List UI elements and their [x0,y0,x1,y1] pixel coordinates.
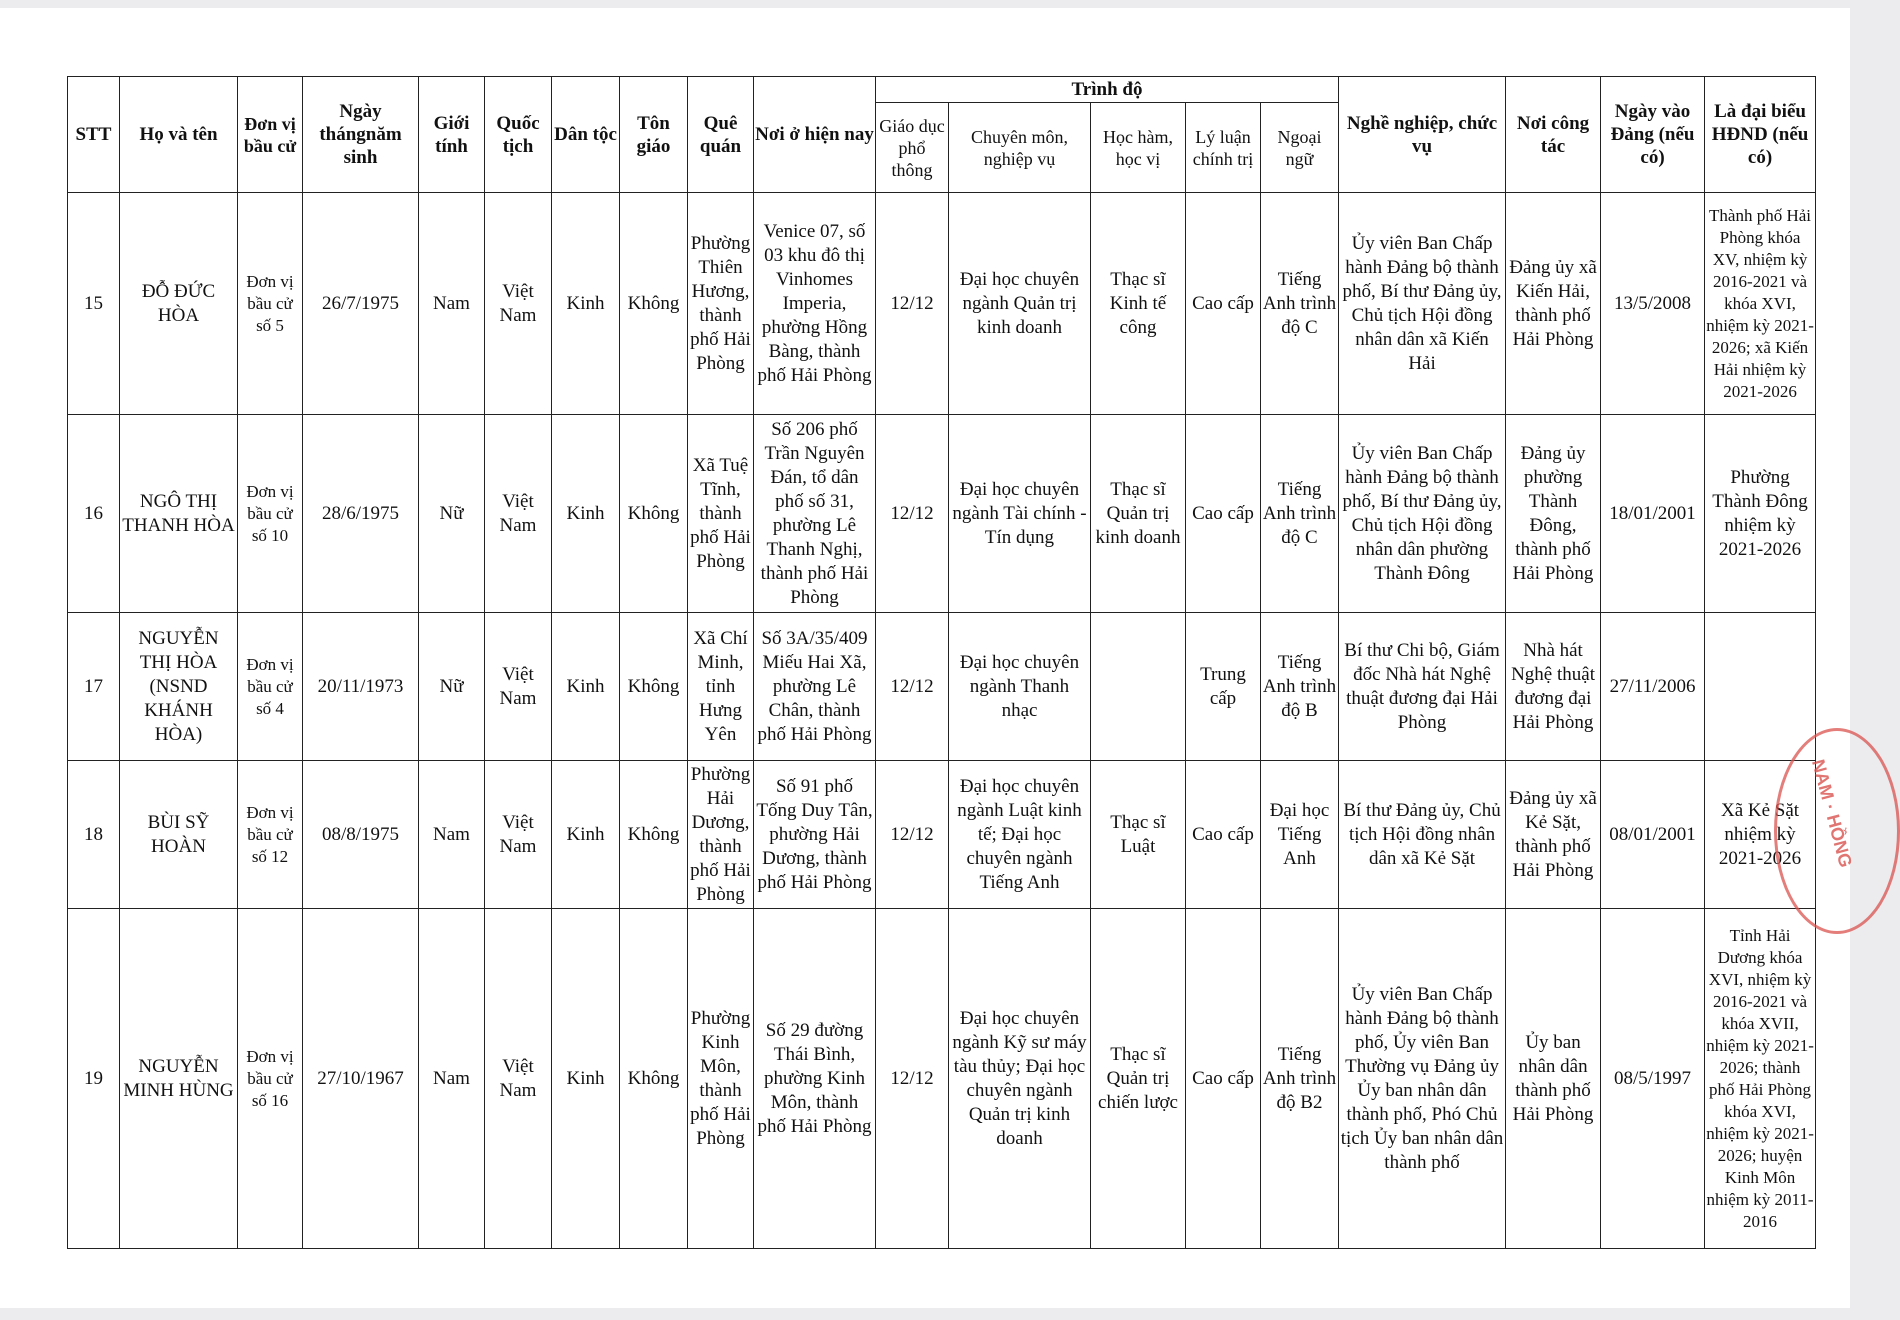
cell-stt: 16 [68,415,120,613]
candidate-table [67,76,1816,1249]
col-group-qualification: Trình độ [876,77,1339,103]
cell-general-edu: 12/12 [876,613,949,761]
cell-party-date: 08/5/1997 [1601,909,1705,1249]
col-general-edu: Giáo dục phổ thông [876,103,949,193]
col-political: Lý luận chính trị [1186,103,1261,193]
cell-political: Trung cấp [1186,613,1261,761]
cell-position: Bí thư Chi bộ, Giám đốc Nhà hát Nghệ thuật đương đại Hải Phòng [1339,613,1506,761]
cell-residence: Số 206 phố Trần Nguyên Đán, tổ dân phố số 31, phường Lê Thanh Nghị, thành phố Hải Phòng [754,415,876,613]
cell-dob: 26/7/1975 [303,193,419,415]
cell-degree: Thạc sĩ Luật [1091,761,1186,909]
cell-general-edu: 12/12 [876,415,949,613]
cell-language: Tiếng Anh trình độ B [1261,613,1339,761]
cell-dob: 27/10/1967 [303,909,419,1249]
cell-gender: Nữ [419,613,485,761]
cell-name: NGUYỄN MINH HÙNG [120,909,238,1249]
cell-political: Cao cấp [1186,415,1261,613]
cell-party-date: 27/11/2006 [1601,613,1705,761]
cell-ethnicity: Kinh [552,761,620,909]
cell-unit: Đơn vị bầu cử số 16 [238,909,303,1249]
cell-council [1705,613,1816,761]
cell-dob: 20/11/1973 [303,613,419,761]
cell-stt: 18 [68,761,120,909]
cell-nationality: Việt Nam [485,193,552,415]
cell-position: Bí thư Đảng ủy, Chủ tịch Hội đồng nhân dân xã Kẻ Sặt [1339,761,1506,909]
cell-gender: Nam [419,193,485,415]
col-gender: Giới tính [419,77,485,193]
col-specialty: Chuyên môn, nghiệp vụ [949,103,1091,193]
cell-hometown: Xã Chí Minh, tỉnh Hưng Yên [688,613,754,761]
cell-party-date: 13/5/2008 [1601,193,1705,415]
cell-ethnicity: Kinh [552,909,620,1249]
cell-hometown: Phường Thiên Hương, thành phố Hải Phòng [688,193,754,415]
cell-workplace: Đảng ủy xã Kẻ Sặt, thành phố Hải Phòng [1506,761,1601,909]
col-stt: STT [68,77,120,193]
header-row-1 [68,77,1816,103]
cell-party-date: 18/01/2001 [1601,415,1705,613]
cell-name: NGÔ THỊ THANH HÒA [120,415,238,613]
cell-unit: Đơn vị bầu cử số 5 [238,193,303,415]
cell-unit: Đơn vị bầu cử số 12 [238,761,303,909]
cell-language: Đại học Tiếng Anh [1261,761,1339,909]
cell-specialty: Đại học chuyên ngành Quản trị kinh doanh [949,193,1091,415]
col-dob: Ngày thángnăm sinh [303,77,419,193]
cell-residence: Số 91 phố Tống Duy Tân, phường Hải Dương, thành phố Hải Phòng [754,761,876,909]
cell-name: NGUYỄN THỊ HÒA (NSND KHÁNH HÒA) [120,613,238,761]
cell-residence: Số 29 đường Thái Bình, phường Kinh Môn, thành phố Hải Phòng [754,909,876,1249]
cell-name: ĐỖ ĐỨC HÒA [120,193,238,415]
table-row [68,761,1816,909]
official-seal-text: NAM · HỒNG [1807,757,1857,870]
cell-gender: Nữ [419,415,485,613]
cell-workplace: Đảng ủy xã Kiến Hải, thành phố Hải Phòng [1506,193,1601,415]
col-residence: Nơi ở hiện nay [754,77,876,193]
cell-religion: Không [620,761,688,909]
col-name: Họ và tên [120,77,238,193]
col-ethnicity: Dân tộc [552,77,620,193]
col-language: Ngoại ngữ [1261,103,1339,193]
cell-dob: 28/6/1975 [303,415,419,613]
cell-council: Phường Thành Đông nhiệm kỳ 2021-2026 [1705,415,1816,613]
cell-language: Tiếng Anh trình độ B2 [1261,909,1339,1249]
cell-degree: Thạc sĩ Quản trị chiến lược [1091,909,1186,1249]
cell-stt: 15 [68,193,120,415]
cell-stt: 17 [68,613,120,761]
cell-party-date: 08/01/2001 [1601,761,1705,909]
cell-general-edu: 12/12 [876,909,949,1249]
col-unit: Đơn vị bầu cử [238,77,303,193]
col-nationality: Quốc tịch [485,77,552,193]
cell-gender: Nam [419,761,485,909]
cell-nationality: Việt Nam [485,909,552,1249]
cell-religion: Không [620,415,688,613]
cell-religion: Không [620,193,688,415]
cell-specialty: Đại học chuyên ngành Thanh nhạc [949,613,1091,761]
cell-religion: Không [620,909,688,1249]
col-position: Nghề nghiệp, chức vụ [1339,77,1506,193]
cell-workplace: Ủy ban nhân dân thành phố Hải Phòng [1506,909,1601,1249]
cell-residence: Số 3A/35/409 Miếu Hai Xã, phường Lê Chân, thành phố Hải Phòng [754,613,876,761]
cell-degree [1091,613,1186,761]
document-page [0,8,1857,1308]
cell-council: Xã Kẻ Sặt nhiệm kỳ 2021-2026 [1705,761,1816,909]
cell-nationality: Việt Nam [485,613,552,761]
table-row [68,613,1816,761]
cell-political: Cao cấp [1186,761,1261,909]
cell-residence: Venice 07, số 03 khu đô thị Vinhomes Imperia, phường Hồng Bàng, thành phố Hải Phòng [754,193,876,415]
cell-hometown: Phường Hải Dương, thành phố Hải Phòng [688,761,754,909]
col-workplace: Nơi công tác [1506,77,1601,193]
cell-unit: Đơn vị bầu cử số 10 [238,415,303,613]
cell-nationality: Việt Nam [485,415,552,613]
cell-degree: Thạc sĩ Kinh tế công [1091,193,1186,415]
cell-workplace: Đảng ủy phường Thành Đông, thành phố Hải Phòng [1506,415,1601,613]
col-party-date: Ngày vào Đảng (nếu có) [1601,77,1705,193]
cell-religion: Không [620,613,688,761]
cell-position: Ủy viên Ban Chấp hành Đảng bộ thành phố, Ủy viên Ban Thường vụ Đảng ủy Ủy ban nhân dân thành phố, Phó Chủ tịch Ủy ban nhân dân thành phố [1339,909,1506,1249]
col-degree: Học hàm, học vị [1091,103,1186,193]
cell-council: Thành phố Hải Phòng khóa XV, nhiệm kỳ 2016-2021 và khóa XVI, nhiệm kỳ 2021-2026; xã Kiến Hải nhiệm kỳ 2021-2026 [1705,193,1816,415]
table-row [68,909,1816,1249]
cell-political: Cao cấp [1186,909,1261,1249]
cell-dob: 08/8/1975 [303,761,419,909]
cell-nationality: Việt Nam [485,761,552,909]
cell-political: Cao cấp [1186,193,1261,415]
col-hometown: Quê quán [688,77,754,193]
cell-language: Tiếng Anh trình độ C [1261,415,1339,613]
cell-stt: 19 [68,909,120,1249]
cell-ethnicity: Kinh [552,415,620,613]
cell-name: BÙI SỸ HOÀN [120,761,238,909]
cell-position: Ủy viên Ban Chấp hành Đảng bộ thành phố, Bí thư Đảng ủy, Chủ tịch Hội đồng nhân dân phường Thành Đông [1339,415,1506,613]
cell-degree: Thạc sĩ Quản trị kinh doanh [1091,415,1186,613]
col-council: Là đại biểu HĐND (nếu có) [1705,77,1816,193]
cell-hometown: Phường Kinh Môn, thành phố Hải Phòng [688,909,754,1249]
cell-specialty: Đại học chuyên ngành Kỹ sư máy tàu thủy; Đại học chuyên ngành Quản trị kinh doanh [949,909,1091,1249]
cell-specialty: Đại học chuyên ngành Tài chính - Tín dụng [949,415,1091,613]
col-religion: Tôn giáo [620,77,688,193]
cell-general-edu: 12/12 [876,193,949,415]
table-row [68,193,1816,415]
cell-unit: Đơn vị bầu cử số 4 [238,613,303,761]
cell-general-edu: 12/12 [876,761,949,909]
cell-workplace: Nhà hát Nghệ thuật đương đại Hải Phòng [1506,613,1601,761]
cell-gender: Nam [419,909,485,1249]
cell-council: Tỉnh Hải Dương khóa XVI, nhiệm kỳ 2016-2021 và khóa XVII, nhiệm kỳ 2021-2026; thành phố Hải Phòng khóa XVI, nhiệm kỳ 2021-2026; huyện Kinh Môn nhiệm kỳ 2011-2016 [1705,909,1816,1249]
cell-hometown: Xã Tuệ Tĩnh, thành phố Hải Phòng [688,415,754,613]
cell-ethnicity: Kinh [552,193,620,415]
cell-position: Ủy viên Ban Chấp hành Đảng bộ thành phố, Bí thư Đảng ủy, Chủ tịch Hội đồng nhân dân xã Kiến Hải [1339,193,1506,415]
cell-ethnicity: Kinh [552,613,620,761]
cell-language: Tiếng Anh trình độ C [1261,193,1339,415]
table-row [68,415,1816,613]
cell-specialty: Đại học chuyên ngành Luật kinh tế; Đại học chuyên ngành Tiếng Anh [949,761,1091,909]
